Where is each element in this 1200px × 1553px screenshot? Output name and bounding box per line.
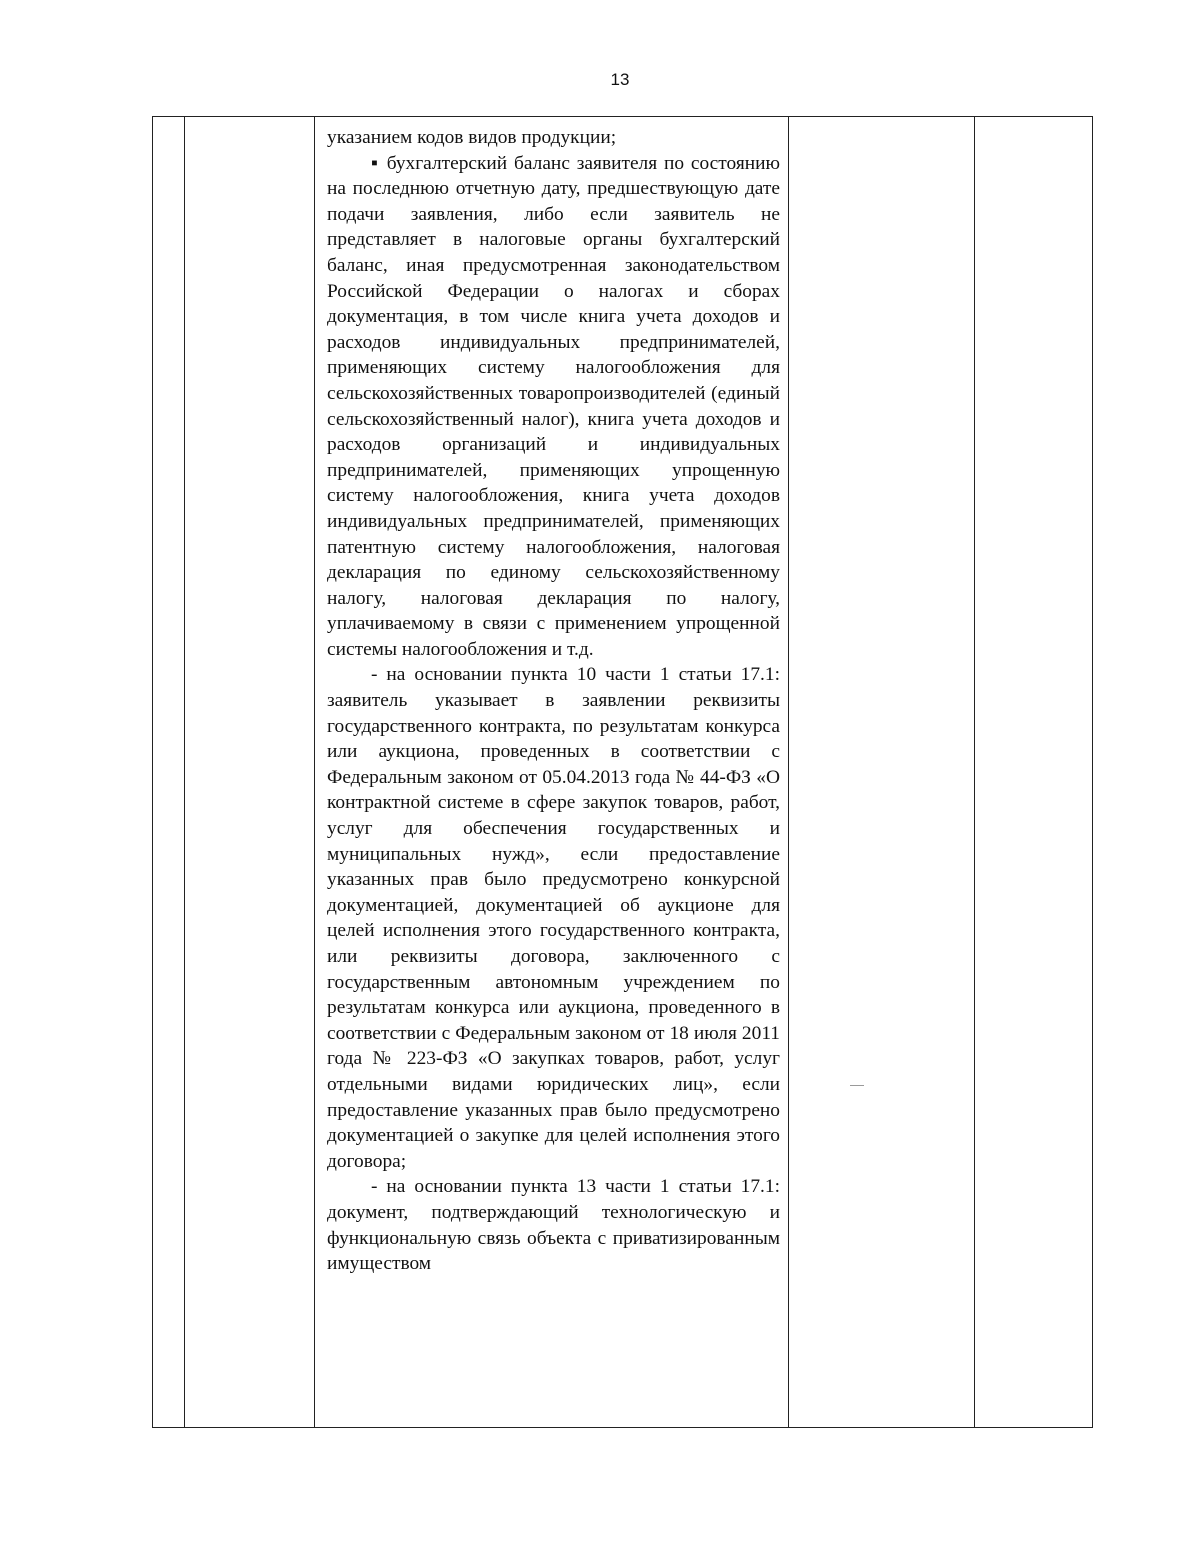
cell-description bbox=[315, 117, 789, 1428]
table-row bbox=[153, 117, 1093, 1428]
page-number: 13 bbox=[610, 70, 630, 89]
paragraph-4: - на основании пункта 13 части 1 статьи 17.1: документ, подтверждающий технологическую и функциональную связь объекта с приватизированным имуществом bbox=[327, 1176, 780, 1275]
paragraph-2: ▪ бухгалтерский баланс заявителя по состоянию на последнюю отчетную дату, предшествующую дате подачи заявления, либо если заявитель не представляет в налоговые органы бухгалтерский баланс, иная предусмотренная законодательством Российской Федерации о налогах и сборах документация, в том числе книга учета доходов и расходов индивидуальных предпринимателей, применяющих систему налогообложения для сельскохозяйственных товаропроизводителей (единый сельскохозяйственный налог), книга учета доходов и расходов организаций и индивидуальных предпринимателей, применяющих упрощенную систему налогообложения, книга учета доходов индивидуальных предпринимателей, применяющих патентную систему налогообложения, налоговая декларация по единому сельскохозяйственному налогу, налоговая декларация по налогу, уплачиваемому в связи с применением упрощенной системы налогообложения и т.д. bbox=[327, 152, 780, 660]
scan-mark bbox=[850, 1085, 864, 1086]
cell-column-4 bbox=[789, 117, 975, 1428]
cell-column-5 bbox=[975, 117, 1093, 1428]
cell-name bbox=[185, 117, 315, 1428]
paragraph-3: - на основании пункта 10 части 1 статьи 17.1: заявитель указывает в заявлении реквизиты государственного контракта, по результатам конкурса или аукциона, проведенных в соответствии с Федеральным законом от 05.04.2013 года № 44-ФЗ «О контрактной системе в сфере закупок товаров, работ, услуг для обеспечения государственных и муниципальных нужд», если предоставление указанных прав было предусмотрено конкурсной документацией, документацией об аукционе для целей исполнения этого государственного контракта, или реквизиты договора, заключенного с государственным автономным учреждением по результатам конкурса или аукциона, проведенного в соответствии с Федеральным законом от 18 июля 2011 года № 223-ФЗ «О закупках товаров, работ, услуг отдельными видами юридических лиц», если предоставление указанных прав было предусмотрено документацией о закупке для целей исполнения этого договора; bbox=[327, 664, 780, 1172]
paragraph-1: указанием кодов видов продукции; bbox=[327, 127, 617, 148]
document-table bbox=[152, 116, 1093, 1428]
cell-number bbox=[153, 117, 185, 1428]
